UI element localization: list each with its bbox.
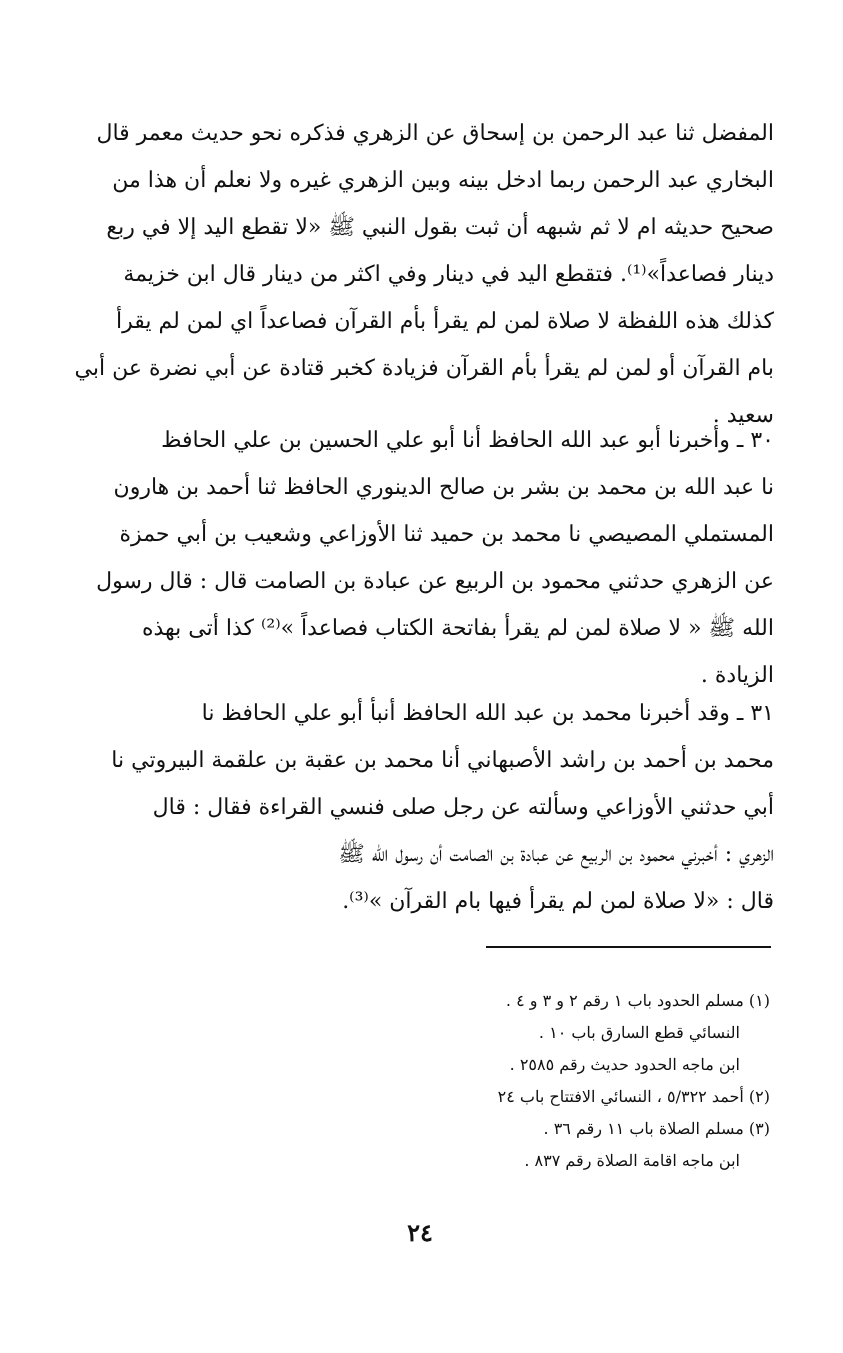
- footnote-line: (٢) أحمد ٥/٣٢٢ ، النسائي الافتتاح باب ٢٤: [497, 1087, 770, 1106]
- text-line: الله ﷺ « لا صلاة لمن لم يقرأ بفاتحة الكتاب فصاعداً »⁽²⁾ كذا أتى بهذه: [141, 616, 774, 641]
- text-line: المستملي المصيصي نا محمد بن حميد ثنا الأوزاعي وشعيب بن أبي حمزة: [119, 522, 774, 547]
- text-line: أبي حدثني الأوزاعي وسألته عن رجل صلى فنسي القراءة فقال : قال: [152, 795, 774, 820]
- text-line: المفضل ثنا عبد الرحمن بن إسحاق عن الزهري فذكره نحو حديث معمر قال: [96, 121, 774, 146]
- footnote-divider: [486, 946, 771, 948]
- text-line: البخاري عبد الرحمن ربما ادخل بينه وبين الزهري غيره ولا نعلم أن هذا من: [112, 168, 774, 193]
- text-line: صحيح حديثه ام لا ثم شبهه أن ثبت بقول النبي ﷺ «لا تقطع اليد إلا في ربع: [106, 215, 774, 240]
- paragraph-30: [72, 417, 774, 699]
- text-line: عن الزهري حدثني محمود بن الربيع عن عبادة بن الصامت قال : قال رسول: [96, 569, 774, 594]
- footnote-line: ابن ماجه اقامة الصلاة رقم ٨٣٧ .: [524, 1151, 740, 1170]
- text-line: سعيد .: [712, 403, 774, 428]
- text-line: دينار فصاعداً»⁽¹⁾. فتقطع اليد في دينار وفي اكثر من دينار قال ابن خزيمة: [123, 262, 774, 287]
- footnote-line: النسائي قطع السارق باب ١٠ .: [538, 1023, 740, 1042]
- text-line: كذلك هذه اللفظة لا صلاة لمن لم يقرأ بأم القرآن فصاعداً اي لمن لم يقرأ: [115, 309, 774, 334]
- paragraph-1: [72, 110, 774, 439]
- text-line: الزيادة .: [700, 663, 774, 688]
- footnote-line: (٣) مسلم الصلاة باب ١١ رقم ٣٦ .: [543, 1119, 770, 1138]
- text-line: الزهري : أخبرني محمود بن الربيع عن عبادة بن الصامت أن رسول الله ﷺ: [338, 842, 774, 867]
- text-line: نا عبد الله بن محمد بن بشر بن صالح الدينوري الحافظ ثنا أحمد بن هارون: [113, 475, 774, 500]
- text-line: بام القرآن أو لمن لم يقرأ بأم القرآن فزيادة كخبر قتادة عن أبي نضرة عن أبي: [74, 356, 774, 381]
- text-line: ٣٠ ـ وأخبرنا أبو عبد الله الحافظ أنا أبو علي الحسين بن علي الحافظ: [161, 428, 774, 453]
- footnotes: [300, 985, 770, 1177]
- text-line: محمد بن أحمد بن راشد الأصبهاني أنا محمد بن عقبة بن علقمة البيروتي نا: [111, 748, 774, 773]
- text-line: قال : «لا صلاة لمن لم يقرأ فيها بام القرآن »⁽³⁾.: [342, 889, 774, 914]
- footnote-line: (١) مسلم الحدود باب ١ رقم ٢ و ٣ و ٤ .: [505, 991, 770, 1010]
- paragraph-31: [72, 690, 774, 925]
- text-line: ٣١ ـ وقد أخبرنا محمد بن عبد الله الحافظ أنبأ أبو علي الحافظ نا: [201, 701, 774, 726]
- page-number: ٢٤: [407, 1218, 433, 1247]
- footnote-line: ابن ماجه الحدود حديث رقم ٢٥٨٥ .: [509, 1055, 740, 1074]
